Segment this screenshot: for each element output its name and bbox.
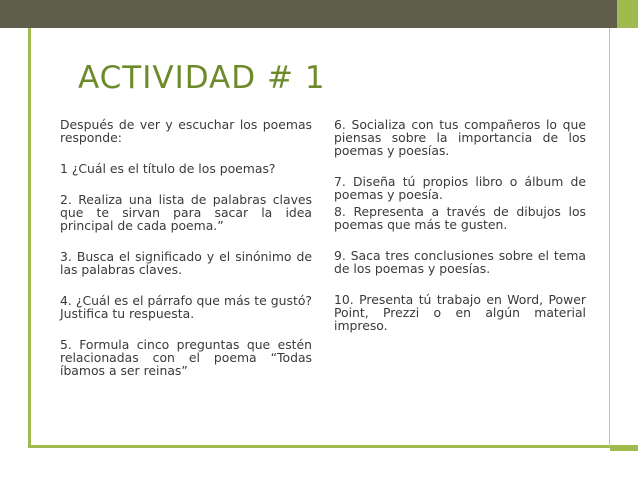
right-item-10: 10. Presenta tú trabajo en Word, Power Point, Prezzi o en algún material impreso. [334,292,586,333]
left-item-1: 1 ¿Cuál es el título de los poemas? [60,161,276,176]
top-bar-accent [617,0,638,28]
left-item-intro: Después de ver y escuchar los poemas responde: [60,117,312,145]
left-item-4: 4. ¿Cuál es el párrafo que más te gustó? Justifica tu respuesta. [60,293,312,321]
left-item-5: 5. Formula cinco preguntas que estén relacionadas con el poema “Todas íbamos a ser reinas” [60,337,312,378]
right-item-8: 8. Representa a través de dibujos los poemas que más te gusten. [334,204,586,232]
top-decor-bar [0,0,638,28]
left-column [60,118,312,395]
bottom-accent-tab [610,445,638,451]
right-item-6: 6. Socializa con tus compañeros lo que piensas sobre la importancia de los poemas y poesías. [334,117,586,158]
top-bar-dark [0,0,617,28]
right-column [334,118,586,350]
right-item-7: 7. Diseña tú propios libro o álbum de poemas y poesía. [334,174,586,202]
right-item-9: 9. Saca tres conclusiones sobre el tema de los poemas y poesías. [334,248,586,276]
left-item-2: 2. Realiza una lista de palabras claves que te sirvan para sacar la idea principal de cada poema.” [60,192,312,233]
left-item-3: 3. Busca el significado y el sinónimo de las palabras claves. [60,249,312,277]
slide-title: ACTIVIDAD # 1 [78,60,326,96]
